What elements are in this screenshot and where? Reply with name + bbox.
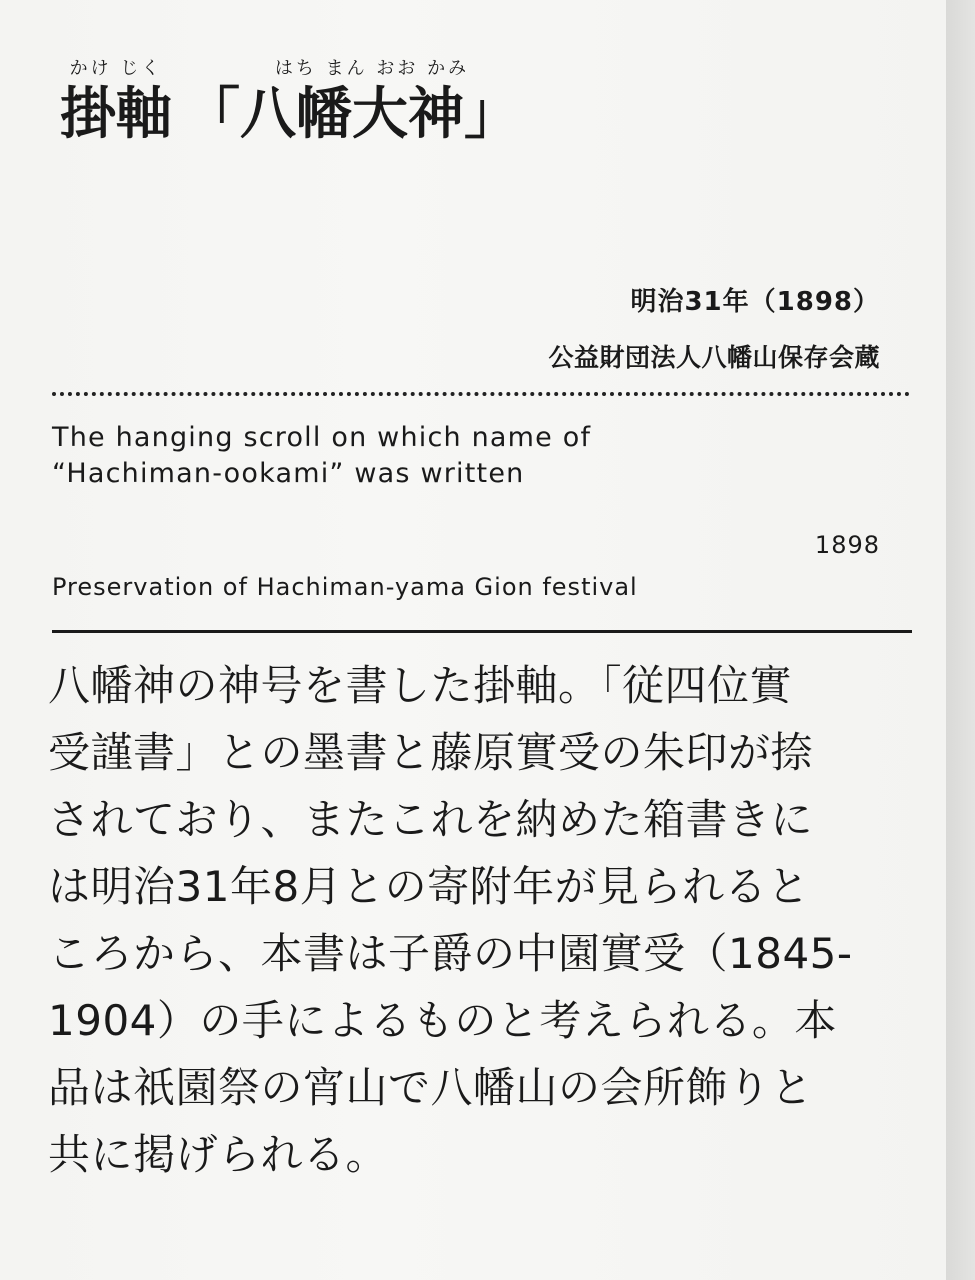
description-text	[48, 652, 928, 1188]
description-line: 共に掲げられる。	[48, 1130, 389, 1179]
dotted-divider	[52, 392, 910, 396]
english-owner: Preservation of Hachiman-yama Gion festival	[52, 573, 638, 601]
description-line: は明治31年8月との寄附年が見られると	[48, 862, 810, 911]
description-line: 品は祇園祭の宵山で八幡山の会所飾りと	[48, 1063, 814, 1112]
description-line: 八幡神の神号を書した掛軸。「従四位實	[48, 661, 793, 710]
owner-japanese: 公益財団法人八幡山保存会蔵	[548, 343, 880, 372]
english-title	[52, 420, 591, 492]
english-title-line-1: The hanging scroll on which name of	[52, 422, 592, 453]
english-title-line-2: “Hachiman-ookami” was written	[52, 458, 525, 489]
title-pair-hachiman	[184, 58, 520, 150]
description-line: ころから、本書は子爵の中園實受（1845-	[48, 929, 853, 978]
title-furigana-2: はち まん おお かみ	[274, 58, 470, 79]
title-block	[60, 58, 520, 150]
description-line: されており、またこれを納めた箱書きに	[48, 795, 814, 844]
title-pair-kakejiku	[60, 58, 172, 150]
title-ruby	[60, 58, 520, 150]
date-japanese: 明治31年（1898）	[630, 287, 880, 317]
solid-divider	[52, 630, 912, 633]
title-kanji-2: 「八幡大神」	[184, 82, 520, 147]
title-kanji-1: 掛軸	[60, 82, 172, 147]
description-line: 受謹書」との墨書と藤原實受の朱印が捺	[48, 728, 814, 777]
description-line: 1904）の手によるものと考えられる。本	[48, 996, 837, 1045]
title-furigana-1: かけ じく	[69, 58, 163, 79]
card-edge-shadow	[946, 0, 975, 1280]
english-year: 1898	[814, 531, 880, 559]
